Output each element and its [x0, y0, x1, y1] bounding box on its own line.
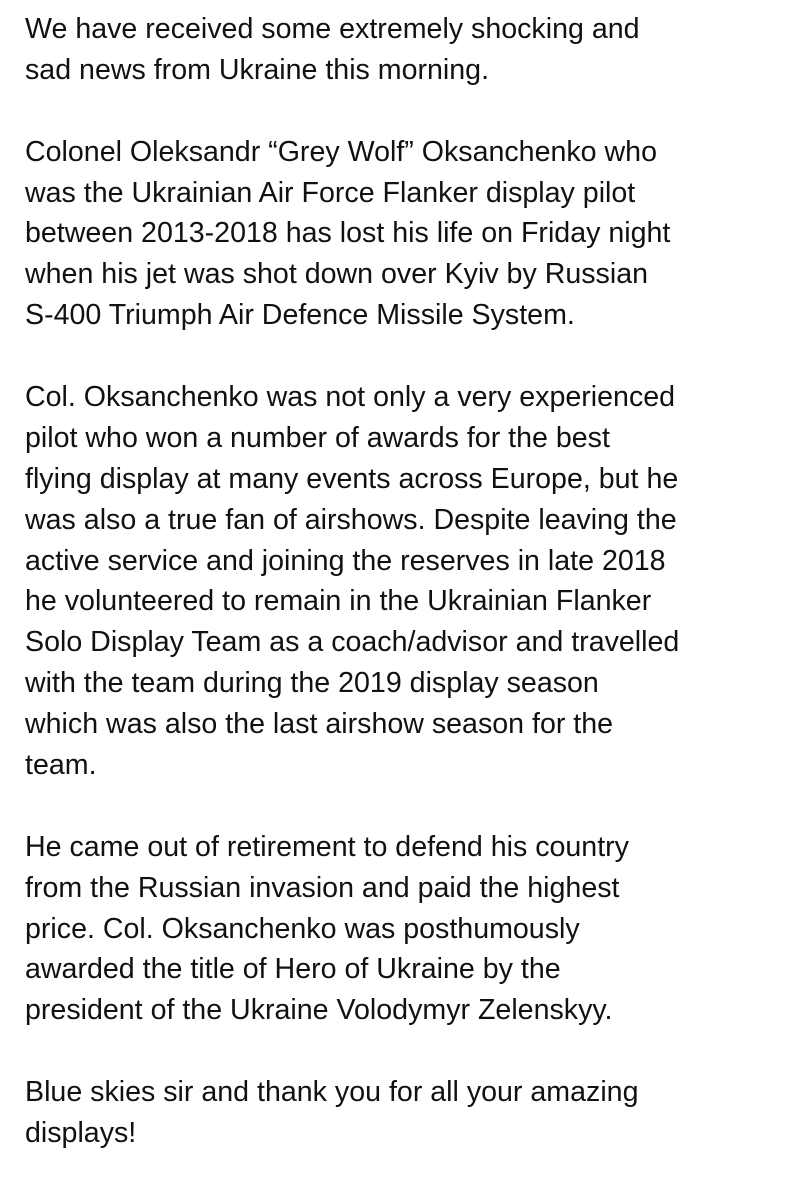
text-line: awarded the title of Hero of Ukraine by the: [25, 953, 561, 986]
text-line: We have received some extremely shocking and: [25, 13, 640, 45]
paragraph-spacer: [25, 336, 770, 377]
text-line: team.: [25, 749, 97, 782]
paragraph-intro: [25, 9, 770, 91]
paragraph-career: [25, 377, 770, 786]
text-line: which was also the last airshow season for the: [25, 708, 614, 741]
text-line: Colonel Oleksandr “Grey Wolf” Oksanchenko who: [25, 135, 657, 168]
text-line: from the Russian invasion and paid the highest: [25, 871, 620, 904]
text-line: was the Ukrainian Air Force Flanker display pilot: [25, 176, 636, 209]
text-line: between 2013-2018 has lost his life on Friday night: [25, 217, 671, 250]
text-line: with the team during the 2019 display season: [25, 667, 599, 700]
text-line: president of the Ukraine Volodymyr Zelenskyy.: [25, 994, 613, 1027]
text-line: he volunteered to remain in the Ukrainian Flanker: [25, 585, 652, 618]
text-line: S-400 Triumph Air Defence Missile System.: [25, 299, 575, 332]
text-line: Col. Oksanchenko was not only a very experienced: [25, 381, 676, 414]
paragraph-spacer: [25, 1031, 770, 1072]
paragraph-closing: [25, 1072, 770, 1154]
text-line: when his jet was shot down over Kyiv by Russian: [25, 258, 649, 291]
paragraph-retirement: [25, 827, 770, 1031]
text-line: displays!: [25, 1117, 137, 1150]
text-line: active service and joining the reserves in late 2018: [25, 544, 666, 577]
text-line: price. Col. Oksanchenko was posthumously: [25, 912, 580, 945]
text-line: Solo Display Team as a coach/advisor and travelled: [25, 626, 680, 659]
note-body: [25, 9, 770, 1154]
paragraph-colonel: [25, 132, 770, 336]
text-line: was also a true fan of airshows. Despite leaving the: [25, 503, 677, 536]
text-line: He came out of retirement to defend his country: [25, 830, 629, 863]
text-line: pilot who won a number of awards for the best: [25, 421, 610, 454]
paragraph-spacer: [25, 786, 770, 827]
text-line: flying display at many events across Europe, but he: [25, 462, 679, 495]
text-line: Blue skies sir and thank you for all your amazing: [25, 1076, 639, 1109]
text-line: sad news from Ukraine this morning.: [25, 53, 490, 86]
paragraph-spacer: [25, 91, 770, 132]
